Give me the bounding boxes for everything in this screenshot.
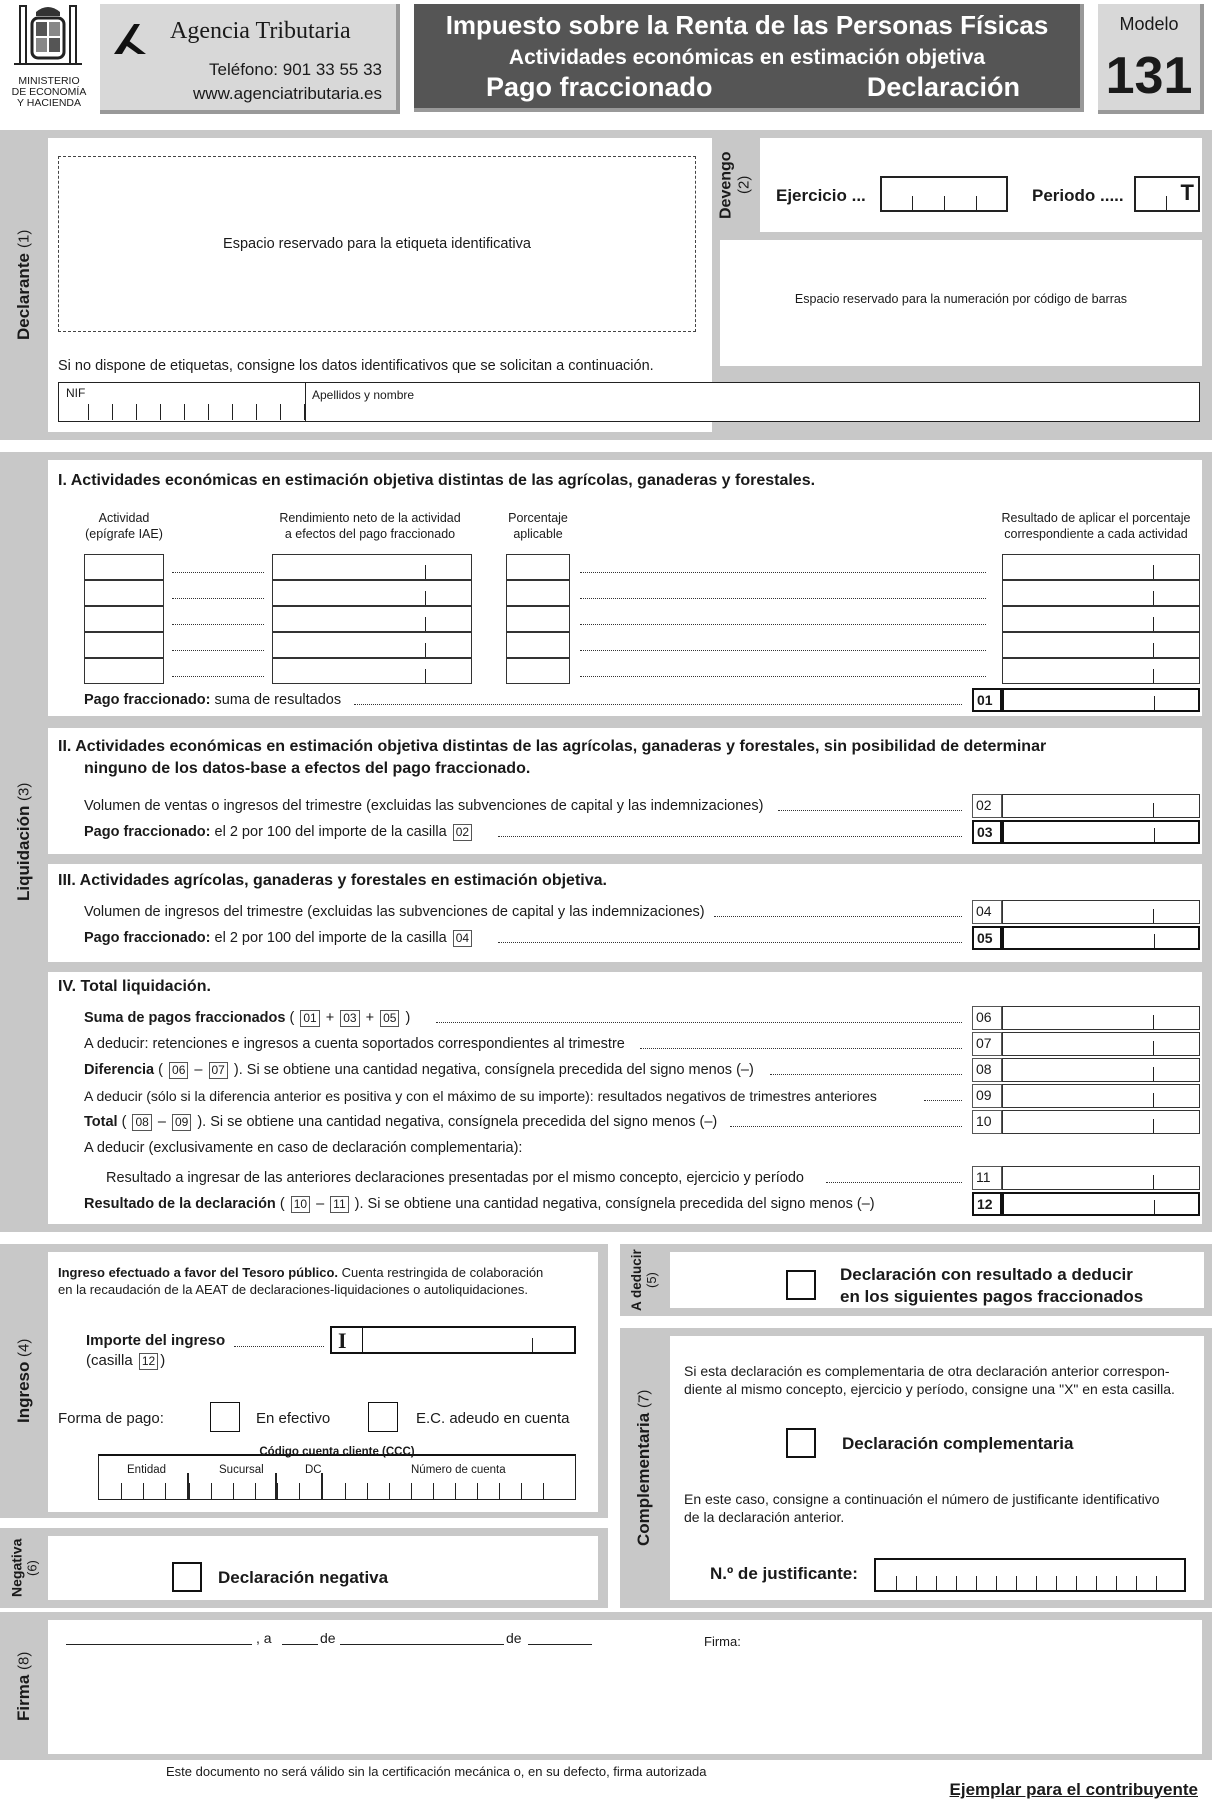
digit-divider — [208, 404, 209, 420]
leader-dots — [498, 942, 962, 943]
decimal-divider — [1153, 1119, 1154, 1133]
section-2-title-line1: II. Actividades económicas en estimación objetiva distintas de las agrícolas, ganaderas y forestales, sin posibilidad de determinar — [58, 738, 1047, 755]
digit-divider — [277, 1483, 278, 1499]
leader-dots — [172, 624, 264, 625]
leader-dots — [354, 704, 962, 705]
activity-result-input[interactable] — [1002, 606, 1200, 632]
row-03 — [84, 824, 474, 841]
importe-prefix: I — [338, 1328, 347, 1353]
ejercicio-input[interactable] — [880, 176, 1008, 212]
side-label-num: (2) — [735, 175, 753, 195]
copy-label: Ejemplar para el contribuyente — [949, 1780, 1198, 1799]
digit-divider — [543, 1483, 544, 1499]
group-divider — [275, 1473, 277, 1499]
decimal-divider — [1154, 934, 1155, 948]
digit-divider — [211, 1483, 212, 1499]
result-10-input[interactable] — [1002, 1110, 1200, 1134]
digit-divider — [1096, 1576, 1097, 1590]
decimal-divider — [1154, 696, 1155, 710]
digit-divider — [1036, 1576, 1037, 1590]
leader-dots — [580, 598, 986, 599]
model-label: Modelo — [1119, 14, 1179, 34]
agency-phone: Teléfono: 901 33 55 33 — [209, 60, 382, 79]
form-title: Impuesto sobre la Renta de las Personas Físicas — [445, 10, 1049, 40]
negativa-side-label — [4, 1528, 44, 1608]
nif-input[interactable] — [88, 386, 304, 420]
form-subtitle: Actividades económicas en estimación objetiva — [508, 46, 986, 69]
barcode-space-text: Espacio reservado para la numeración por código de barras — [794, 292, 1128, 306]
ministry-line: MINISTERIO — [18, 75, 80, 87]
firma-de2: de — [506, 1630, 522, 1646]
casilla-ref: 11 — [330, 1196, 348, 1213]
label-space-text: Espacio reservado para la etiqueta identificativa — [223, 236, 531, 252]
digit-divider — [280, 404, 281, 420]
decimal-divider — [425, 565, 426, 579]
decimal-divider — [425, 669, 426, 683]
digit-divider — [136, 404, 137, 420]
result-08-input[interactable] — [1002, 1058, 1200, 1082]
firma-side-label — [8, 1612, 40, 1760]
complementaria-checkbox-label: Declaración complementaria — [842, 1434, 1074, 1453]
row-04: Volumen de ingresos del trimestre (excluidas las subvenciones de capital y las indemnizaciones) — [84, 904, 705, 920]
side-label-text: Firma — [14, 1674, 33, 1721]
digit-divider — [433, 1483, 434, 1499]
casilla-ref: 08 — [132, 1114, 151, 1131]
digit-divider — [345, 1483, 346, 1499]
leader-dots — [498, 836, 962, 837]
ingreso-note — [58, 1264, 543, 1298]
adeudo-checkbox[interactable] — [368, 1402, 398, 1432]
group-divider — [321, 1473, 323, 1499]
porcentaje-input[interactable] — [506, 554, 570, 580]
firma-a: , a — [256, 1630, 272, 1646]
leader-dots — [730, 1126, 962, 1127]
place-line[interactable] — [66, 1644, 252, 1645]
code-08: 08 — [972, 1058, 1002, 1082]
efectivo-label: En efectivo — [256, 1410, 331, 1427]
digit-divider — [1136, 1576, 1137, 1590]
footer-note: Este documento no será válido sin la certificación mecánica o, en su defecto, firma autorizada — [166, 1764, 707, 1779]
decimal-divider — [425, 643, 426, 657]
digit-divider — [189, 1483, 190, 1499]
devengo-side-label — [714, 138, 756, 232]
periodo-input[interactable] — [1134, 176, 1200, 212]
digit-divider — [232, 404, 233, 420]
digit-divider — [455, 1483, 456, 1499]
row-02: Volumen de ventas o ingresos del trimestre (excluidas las subvenciones de capital y las indemnizaciones) — [84, 798, 764, 814]
rendimiento-input[interactable] — [272, 632, 472, 658]
group-divider — [187, 1473, 189, 1499]
coat-of-arms-logo — [8, 2, 88, 74]
porcentaje-input[interactable] — [506, 658, 570, 684]
digit-divider — [88, 404, 89, 420]
rendimiento-input[interactable] — [272, 580, 472, 606]
digit-divider — [1166, 196, 1167, 210]
casilla-ref: 09 — [172, 1114, 191, 1131]
section-2-title-line2: ninguno de los datos-base a efectos del pago fraccionado. — [84, 760, 531, 777]
intro-line: diente al mismo concepto, ejercicio y período, consigne una "X" en esta casilla. — [684, 1381, 1175, 1397]
row-08: Diferencia ( 06 – 07 ). Si se obtiene una cantidad negativa, consígnela precedida del signo menos (–) — [84, 1062, 754, 1078]
digit-divider — [499, 1483, 500, 1499]
side-label-num: (7) — [635, 1389, 653, 1409]
code-12: 12 — [972, 1192, 1002, 1216]
row-07: A deducir: retenciones e ingresos a cuenta soportados correspondientes al trimestre — [84, 1036, 625, 1052]
ministry-line: DE ECONOMÍA — [11, 86, 87, 98]
a-deducir-line: Declaración con resultado a deducir — [840, 1265, 1133, 1284]
justificante-label: N.º de justificante: — [710, 1564, 858, 1583]
porcentaje-input[interactable] — [506, 580, 570, 606]
result-07-input[interactable] — [1002, 1032, 1200, 1056]
digit-divider — [299, 1483, 300, 1499]
side-label-num: (3) — [15, 782, 33, 802]
negativa-label: Declaración negativa — [218, 1568, 389, 1587]
periodo-suffix: T — [1180, 180, 1194, 205]
decimal-divider — [1154, 1200, 1155, 1214]
decimal-divider — [532, 1338, 533, 1352]
leader-dots — [580, 624, 986, 625]
firma-panel — [48, 1620, 1202, 1754]
col-porcentaje-header — [500, 510, 576, 542]
activity-result-input[interactable] — [1002, 554, 1200, 580]
section-1-sum-row — [84, 692, 341, 708]
leader-dots — [580, 676, 986, 677]
row-text: . Si se obtiene una cantidad negativa, consígnela precedida del signo menos (–) — [359, 1196, 875, 1212]
a-deducir-text — [840, 1264, 1143, 1308]
firma-label: Firma: — [704, 1634, 741, 1649]
decimal-divider — [1153, 591, 1154, 605]
row-text: . Si se obtiene una cantidad negativa, consígnela precedida del signo menos (–) — [238, 1062, 754, 1078]
casilla-ref: 10 — [291, 1196, 310, 1213]
row-10: Total ( 08 – 09 ). Si se obtiene una cantidad negativa, consígnela precedida del signo menos (–) — [84, 1114, 718, 1130]
code-09: 09 — [972, 1084, 1002, 1108]
ccc-input[interactable] — [98, 1446, 576, 1500]
section-4-title: IV. Total liquidación. — [58, 978, 211, 995]
row-bold: Pago fraccionado: — [84, 930, 211, 946]
result-09-input[interactable] — [1002, 1084, 1200, 1108]
decimal-divider — [1153, 1175, 1154, 1189]
header-line: Porcentaje — [508, 511, 568, 525]
a-deducir-checkbox[interactable] — [786, 1270, 816, 1300]
digit-divider — [976, 196, 977, 210]
digit-divider — [956, 1576, 957, 1590]
col-resultado-header — [994, 510, 1198, 542]
digit-divider — [996, 1576, 997, 1590]
row-bold: Total — [84, 1114, 118, 1130]
side-label-text: Negativa — [8, 1538, 25, 1598]
leader-dots — [172, 650, 264, 651]
digit-divider — [233, 1483, 234, 1499]
section-1-title: I. Actividades económicas en estimación objetiva distintas de las agrícolas, ganaderas y forestales. — [58, 472, 816, 489]
leader-dots — [826, 1182, 962, 1183]
leader-dots — [778, 810, 962, 811]
row-bold: Suma de pagos fraccionados — [84, 1010, 286, 1026]
decimal-divider — [425, 591, 426, 605]
name-input[interactable] — [306, 402, 1198, 420]
result-04-input[interactable] — [1002, 900, 1200, 924]
header-line: Rendimiento neto de la actividad — [279, 511, 461, 525]
digit-divider — [896, 1576, 897, 1590]
agency-logo-icon — [112, 20, 152, 60]
casilla-ref: 04 — [453, 930, 472, 947]
ccc-dc-label: DC — [305, 1464, 322, 1476]
casilla-ref: 03 — [340, 1010, 359, 1027]
row-text: el 2 por 100 del importe de la casilla — [210, 824, 447, 840]
code-03: 03 — [972, 820, 1002, 844]
activity-epigrafe-input[interactable] — [84, 606, 164, 632]
row-text: el 2 por 100 del importe de la casilla — [210, 930, 447, 946]
activity-result-input[interactable] — [1002, 580, 1200, 606]
leader-dots — [172, 676, 264, 677]
digit-divider — [1056, 1576, 1057, 1590]
code-07: 07 — [972, 1032, 1002, 1056]
digit-divider — [944, 196, 945, 210]
adeudo-label: E.C. adeudo en cuenta — [416, 1410, 570, 1427]
header-line: Actividad — [98, 511, 150, 525]
side-label-text: Liquidación — [14, 805, 33, 902]
digit-divider — [477, 1483, 478, 1499]
result-11-input[interactable] — [1002, 1166, 1200, 1190]
ingreso-side-label — [8, 1244, 40, 1518]
row-bold: Pago fraccionado: — [84, 692, 211, 708]
row-05 — [84, 930, 474, 947]
agency-name: Agencia Tributaria — [170, 18, 351, 44]
result-03-input[interactable] — [1002, 820, 1200, 844]
digit-divider — [1016, 1576, 1017, 1590]
row-11: Resultado a ingresar de las anteriores declaraciones presentadas por el mismo concepto, ejercicio y período — [106, 1170, 804, 1186]
decimal-divider — [1153, 643, 1154, 657]
section-3-title: III. Actividades agrícolas, ganaderas y forestales en estimación objetiva. — [58, 872, 607, 889]
decimal-divider — [1153, 1015, 1154, 1029]
negativa-checkbox[interactable] — [172, 1562, 202, 1592]
digit-divider — [160, 404, 161, 420]
col-rendimiento-header — [270, 510, 470, 542]
casilla-ref: 07 — [209, 1062, 228, 1079]
digit-divider — [165, 1483, 166, 1499]
digit-divider — [255, 1483, 256, 1499]
row-text: . Si se obtiene una cantidad negativa, consígnela precedida del signo menos (–) — [202, 1114, 718, 1130]
digit-divider — [936, 1576, 937, 1590]
declaracion-title: Declaración — [866, 72, 1020, 102]
complementaria-intro — [684, 1362, 1175, 1398]
ingreso-note-line1 — [58, 1264, 543, 1281]
header-line: (epígrafe IAE) — [85, 527, 163, 541]
code-05: 05 — [972, 926, 1002, 950]
digit-divider — [112, 404, 113, 420]
row-bold: Resultado de la declaración — [84, 1196, 276, 1212]
casilla-text: (casilla — [86, 1352, 133, 1369]
firma-de1: de — [320, 1630, 336, 1646]
declarante-side-label — [8, 130, 40, 440]
ministry-name — [6, 76, 92, 109]
ccc-cuenta-label: Número de cuenta — [411, 1464, 506, 1476]
nif-label: NIF — [66, 386, 86, 400]
result-06-input[interactable] — [1002, 1006, 1200, 1030]
a-deducir-line: en los siguientes pagos fraccionados — [840, 1287, 1144, 1306]
leader-dots — [714, 916, 962, 917]
title-box — [414, 4, 1084, 112]
row-09: A deducir (sólo si la diferencia anterior es positiva y con el máximo de su importe): resultados negativos de trimestres anteriores — [84, 1088, 877, 1104]
result-02-input[interactable] — [1002, 794, 1200, 818]
digit-divider — [143, 1483, 144, 1499]
agency-box — [100, 4, 400, 114]
complementaria-instructions — [684, 1490, 1160, 1526]
casilla-ref: 02 — [453, 824, 472, 841]
year-line[interactable] — [528, 1644, 592, 1645]
code-06: 06 — [972, 1006, 1002, 1030]
digit-divider — [916, 1576, 917, 1590]
header-line: correspondiente a cada actividad — [1004, 527, 1188, 541]
prefix-divider — [362, 1328, 363, 1352]
leader-dots — [580, 650, 986, 651]
note-text: Cuenta restringida de colaboración — [338, 1265, 544, 1280]
result-12-input[interactable] — [1002, 1192, 1200, 1216]
complementaria-side-label — [626, 1328, 662, 1608]
periodo-label: Periodo ..... — [1032, 186, 1124, 205]
code-10: 10 — [972, 1110, 1002, 1134]
leader-dots — [436, 1022, 962, 1023]
month-line[interactable] — [340, 1644, 504, 1645]
name-label: Apellidos y nombre — [312, 388, 415, 402]
model-number: 131 — [1105, 47, 1193, 105]
casilla-ref: 12 — [139, 1353, 158, 1370]
casilla-ref: 06 — [169, 1062, 188, 1079]
leader-dots — [580, 572, 986, 573]
rendimiento-input[interactable] — [272, 658, 472, 684]
decimal-divider — [1153, 1041, 1154, 1055]
code-02: 02 — [972, 794, 1002, 818]
digit-divider — [389, 1483, 390, 1499]
side-label-num: (4) — [15, 1338, 33, 1358]
decimal-divider — [1154, 828, 1155, 842]
activity-epigrafe-input[interactable] — [84, 554, 164, 580]
decimal-divider — [1153, 565, 1154, 579]
code-11: 11 — [972, 1166, 1002, 1190]
side-label-text: Devengo — [717, 151, 735, 219]
ingreso-note-line2: en la recaudación de la AEAT de declaraciones-liquidaciones o autoliquidaciones. — [58, 1282, 528, 1297]
casilla-ref: 05 — [380, 1010, 399, 1027]
leader-dots — [234, 1346, 324, 1347]
digit-divider — [367, 1483, 368, 1499]
ministry-line: Y HACIENDA — [17, 97, 81, 109]
label-space[interactable] — [58, 156, 696, 332]
side-label-text: Declarante — [14, 253, 33, 341]
no-label-note: Si no dispone de etiquetas, consigne los datos identificativos que se solicitan a continuación. — [58, 358, 654, 374]
side-label-num: (1) — [15, 230, 33, 249]
agency-web: www.agenciatributaria.es — [193, 84, 382, 103]
leader-dots — [770, 1074, 962, 1075]
rendimiento-input[interactable] — [272, 606, 472, 632]
result-01-input[interactable] — [1002, 688, 1200, 712]
digit-divider — [256, 404, 257, 420]
rendimiento-input[interactable] — [272, 554, 472, 580]
col-actividad-header — [84, 510, 164, 542]
ccc-title: Código cuenta cliente (CCC) — [259, 1446, 415, 1458]
activity-epigrafe-input[interactable] — [84, 658, 164, 684]
forma-pago-label: Forma de pago: — [58, 1410, 164, 1427]
side-label-text: Complementaria — [634, 1412, 653, 1547]
instructions-line: de la declaración anterior. — [684, 1509, 845, 1525]
digit-divider — [411, 1483, 412, 1499]
activity-result-input[interactable] — [1002, 632, 1200, 658]
liquidacion-side-label — [8, 452, 40, 1232]
row-text: suma de resultados — [210, 692, 342, 708]
digit-divider — [1156, 1576, 1157, 1590]
side-label-text: Ingreso — [14, 1361, 33, 1424]
leader-dots — [172, 598, 264, 599]
a-deducir-side-label — [622, 1244, 666, 1316]
leader-dots — [172, 572, 264, 573]
side-label-num: (6) — [24, 1560, 40, 1576]
note-bold: Ingreso efectuado a favor del Tesoro público. — [58, 1265, 339, 1280]
decimal-divider — [425, 617, 426, 631]
activity-epigrafe-input[interactable] — [84, 632, 164, 658]
decimal-divider — [1153, 669, 1154, 683]
casilla-ref: 01 — [300, 1010, 319, 1027]
porcentaje-input[interactable] — [506, 606, 570, 632]
digit-divider — [1076, 1576, 1077, 1590]
importe-input[interactable] — [330, 1326, 576, 1354]
casilla-12-label — [86, 1352, 165, 1370]
casilla-close: ) — [160, 1352, 166, 1369]
decimal-divider — [1153, 617, 1154, 631]
header-line: Resultado de aplicar el porcentaje — [1001, 511, 1191, 525]
ejercicio-label: Ejercicio ... — [776, 186, 866, 205]
decimal-divider — [1153, 1093, 1154, 1107]
digit-divider — [976, 1576, 977, 1590]
digit-divider — [1116, 1576, 1117, 1590]
row-bold: Diferencia — [84, 1062, 155, 1078]
digit-divider — [121, 1483, 122, 1499]
side-label-num: (8) — [15, 1651, 33, 1670]
code-04: 04 — [972, 900, 1002, 924]
justificante-input[interactable] — [874, 1558, 1186, 1592]
efectivo-checkbox[interactable] — [210, 1402, 240, 1432]
pago-fraccionado-title: Pago fraccionado — [486, 72, 713, 102]
complementaria-checkbox[interactable] — [786, 1428, 816, 1458]
header-line: a efectos del pago fraccionado — [284, 527, 456, 541]
header-line: aplicable — [513, 527, 563, 541]
leader-dots — [924, 1100, 962, 1101]
decimal-divider — [1153, 909, 1154, 923]
row-12: Resultado de la declaración ( 10 – 11 ). Si se obtiene una cantidad negativa, consígnela precedida del signo menos (–) — [84, 1196, 875, 1212]
intro-line: Si esta declaración es complementaria de otra declaración anterior correspon- — [684, 1363, 1170, 1379]
digit-divider — [912, 196, 913, 210]
model-box — [1098, 4, 1204, 114]
row-06: Suma de pagos fraccionados ( 01 + 03 + 05 ) — [84, 1010, 411, 1026]
side-label-num: (5) — [644, 1272, 659, 1288]
code-01: 01 — [972, 688, 1002, 712]
side-label-text: A deducir — [629, 1249, 644, 1311]
row-deducir: A deducir (exclusivamente en caso de declaración complementaria): — [84, 1140, 523, 1156]
decimal-divider — [1153, 803, 1154, 817]
digit-divider — [184, 404, 185, 420]
ccc-entidad-label: Entidad — [127, 1464, 167, 1476]
activity-result-input[interactable] — [1002, 658, 1200, 684]
digit-divider — [521, 1483, 522, 1499]
decimal-divider — [1153, 1067, 1154, 1081]
ccc-sucursal-label: Sucursal — [219, 1464, 264, 1476]
leader-dots — [640, 1048, 962, 1049]
activity-epigrafe-input[interactable] — [84, 580, 164, 606]
result-05-input[interactable] — [1002, 926, 1200, 950]
importe-label: Importe del ingreso — [86, 1332, 226, 1349]
porcentaje-input[interactable] — [506, 632, 570, 658]
instructions-line: En este caso, consigne a continuación el número de justificante identificativo — [684, 1491, 1160, 1507]
row-bold: Pago fraccionado: — [84, 824, 211, 840]
day-line[interactable] — [282, 1644, 318, 1645]
